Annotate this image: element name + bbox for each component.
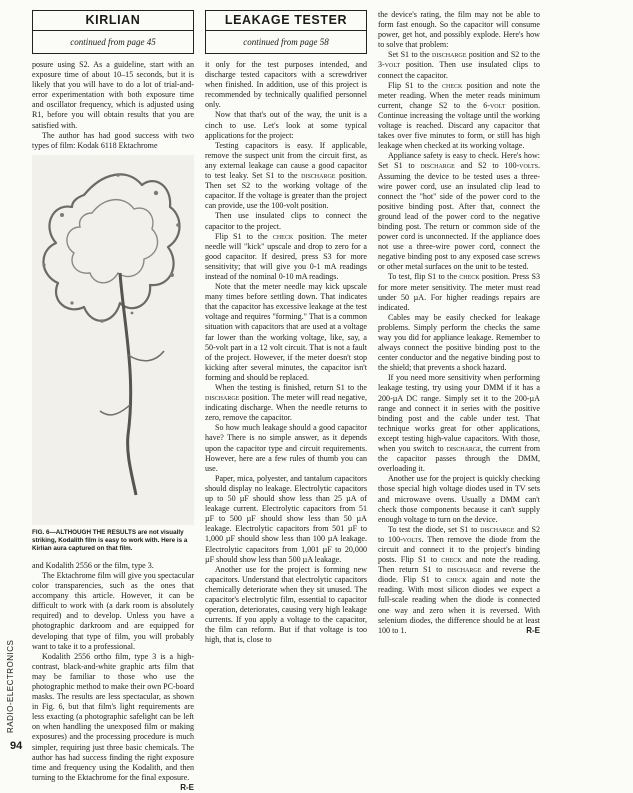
page-number: 94	[10, 740, 23, 752]
kirlian-aura-photo	[32, 155, 194, 525]
leakage-paragraph: it only for the test purposes intended, and discharge tested capacitors with a screwdriver when finished. In addition, use of this project is recommended by technically qualified personnel only.	[205, 60, 367, 110]
kirlian-paragraph: Kodalith 2556 ortho film, type 3 is a high-contrast, black-and-white graphic arts film that may be familiar to those who use the photographic method to make their own PC-board masks. The results are less spectacular, as shown in Fig. 6, but that film's light requirements are less exacting (a photographic safelight can be left on when handling the unexposed film or making exposures) and the processing procedure is much simpler, requiring just three basic chemicals. The author has had success finding the right exposure time and frequency using the Kodalith, and then turning to the Ektachrome for the final exposure. R-E	[32, 651, 194, 792]
kirlian-paragraph: and Kodalith 2556 or the film, type 3.	[32, 560, 154, 570]
end-mark: R-E	[526, 625, 540, 635]
leakage-paragraph: Cables may be easily checked for leakage problems. Simply perform the checks the same way you did for appliance leakage. Remember to always connect the positive binding post to the center conductor and the negative binding post to the shield; that prevents a shock hazard.	[378, 312, 540, 373]
leakage-paragraph: Another use for the project is forming new capacitors. Understand that electrolytic capacitors chemically deteriorate when they sit unused. The capacitor's electrolytic film, essential to capacitor operation, deteriorates, causing very high leakage currents. If you apply a voltage to the capacitor, the film can reform. But if that voltage is too high, that is, close to	[205, 564, 367, 645]
figure-caption: FIG. 6—ALTHOUGH THE RESULTS are not visually striking, Kodalith film is easy to work with. Here is a Kirlian aura captured on that film.	[32, 528, 188, 552]
kirlian-paragraph: The author has had good success with two types of film: Kodak 6118 Ektachrome	[32, 130, 194, 150]
leakage-paragraph: Flip S1 to the check position. The meter needle will "kick" upscale and drop to zero for a good capacitor. If desired, press S3 for more sensitivity; that will give you 0-1 mA readings instead of the nominal 0-10 mA readings.	[205, 231, 368, 281]
kirlian-paragraph: posure using S2. As a guideline, start with an exposure time of about 10–15 seconds, but it is likely that you will have to do a lot of trial-and-error experimentation with both exposure time and oscillator frequency, which is adjusted using R1, before you will obtain results that you are satisfied with.	[32, 60, 194, 130]
leakage-paragraph: So how much leakage should a good capacitor have? There is no simple answer, as it depends upon the capacitor type and circuit requirements. However, here are a few rules of thumb you can use.	[205, 423, 367, 473]
leakage-paragraph: Another use for the project is quickly checking those special high voltage diodes used in TV sets and microwave ovens. Usually a DMM can't check those components because it can't supply enough voltage to turn on the device.	[378, 474, 540, 524]
leaf-aura-image	[32, 155, 194, 525]
leakage-paragraph: Then use insulated clips to connect the capacitor to the project.	[205, 211, 367, 231]
kirlian-header-box	[32, 10, 194, 54]
leakage-column	[205, 10, 367, 645]
leakage-paragraph: Set S1 to the discharge position and S2 to the 3-volt position. Then use insulated clips to connect the capacitor.	[378, 50, 540, 80]
leakage-title: LEAKAGE TESTER	[206, 11, 366, 31]
leakage-paragraph: When the testing is finished, return S1 to the discharge position. The meter will read negative, indicating discharge. When the needle returns to zero, remove the capacitor.	[205, 383, 367, 423]
leakage-paragraph: Now that that's out of the way, the unit is a cinch to use. Let's look at some typical applications for the project:	[205, 110, 367, 140]
kirlian-title: KIRLIAN	[33, 11, 193, 31]
kirlian-column	[32, 10, 194, 793]
leakage-paragraph: Testing capacitors is easy. If applicable, remove the suspect unit from the circuit first, as any external leakage can cause a good capacitor to test leaky. Set S1 to the discharge position. Then set S2 to the working voltage of the capacitor. If the voltage is greater than the project can provide, use the 100-volt position.	[205, 140, 367, 211]
leakage-paragraph: To test the diode, set S1 to discharge and S2 to 100-volts. Then remove the diode from the circuit and connect it to the project's binding posts. Flip S1 to check and note the reading. Then return S1 to discharge and reverse the diode. Flip S1 to check again and note the reading. With most silicon diodes we expect a full-scale reading when the diode is connected one way and zero when it is reversed. With selenium diodes, the difference should be at least 100 to 1. R-E	[378, 524, 541, 635]
leakage-paragraph: Paper, mica, polyester, and tantalum capacitors should display no leakage. Electrolytic capacitors up to 50 µF should show less than 25 µA of leakage current. Electrolytic capacitors from 51 µF to 500 µF should show less than 50 µA leakage. Electrolytic capacitors from 501 µF to 1,000 µF should show less than 100 µA leakage. Electrolytic capacitors from 1,001 µF to 20,000 µF should show less than 500 µA leakage.	[205, 473, 367, 564]
leakage-paragraph: Appliance safety is easy to check. Here's how: Set S1 to discharge and S2 to 100-volts. Assuming the device to be tested uses a three-wire power cord, use an insulated clip lead to connect the "hot" side of the power cord to the positive binding post. After that, connect the ground lead of the power cord to the negative binding post. The return or common side of the power cord is unconnected. If the appliance does not use a three-wire power cord, connect the negative binding post to any exposed case screws or other metal surfaces on the unit to be tested.	[378, 151, 540, 272]
leakage-paragraph: Flip S1 to the check position and note the meter reading. When the meter reads minimum current, change S2 to the 6-volt position. Continue increasing the voltage until the working voltage is reached. Discard any capacitor that takes over five minutes to form, or still has high leakage when checked at its working voltage.	[378, 80, 540, 151]
leakage-header-box	[205, 10, 367, 54]
magazine-sidebar: RADIO-ELECTRONICS	[6, 639, 15, 733]
leakage-paragraph: If you need more sensitivity when performing leakage testing, try using your DMM if it has a 200-µA DC range. Simply set it to the 200-µA range and connect it in series with the positive binding post and the cable under test. That technique works great for other applications, except testing high-value capacitors. With those, when you switch to discharge, the current from the capacitor passes through the DMM, overloading it.	[378, 373, 541, 474]
leakage-paragraph: To test, flip S1 to the check position. Press S3 for more meter sensitivity. The meter must read under 50 µA. For higher readings repairs are indicated.	[378, 272, 540, 312]
leakage-paragraph: the device's rating, the film may not be able to form fast enough. So the capacitor will consume power, get hot, and possibly explode. Here's how to solve that problem:	[378, 10, 540, 50]
kirlian-paragraph: The Ektachrome film will give you spectacular color transparencies, such as the ones that accompany this article. However, it can be difficult to work with (a dark room is absolutely required) and to develop. Unless you have a photographic darkroom and are equipped for developing that type of film, you will probably want to take it to a professional.	[32, 570, 194, 651]
kirlian-continued: continued from page 45	[70, 37, 156, 47]
leakage-column-continued	[378, 10, 540, 636]
leakage-paragraph: Note that the meter needle may kick upscale many times before settling down. That indicates that the capacitor has excessive leakage at the test voltage and requires "forming." That is a common situation with capacitors that are used at a voltage far lower than the working voltage, like, say, a 50-volt part in a 12 volt circuit. That is not a fault of the project. However, if the meter doesn't stop kicking after several minutes, the capacitor isn't forming and should be replaced.	[205, 282, 367, 382]
end-mark: R-E	[180, 782, 194, 792]
leakage-continued: continued from page 58	[243, 37, 329, 47]
